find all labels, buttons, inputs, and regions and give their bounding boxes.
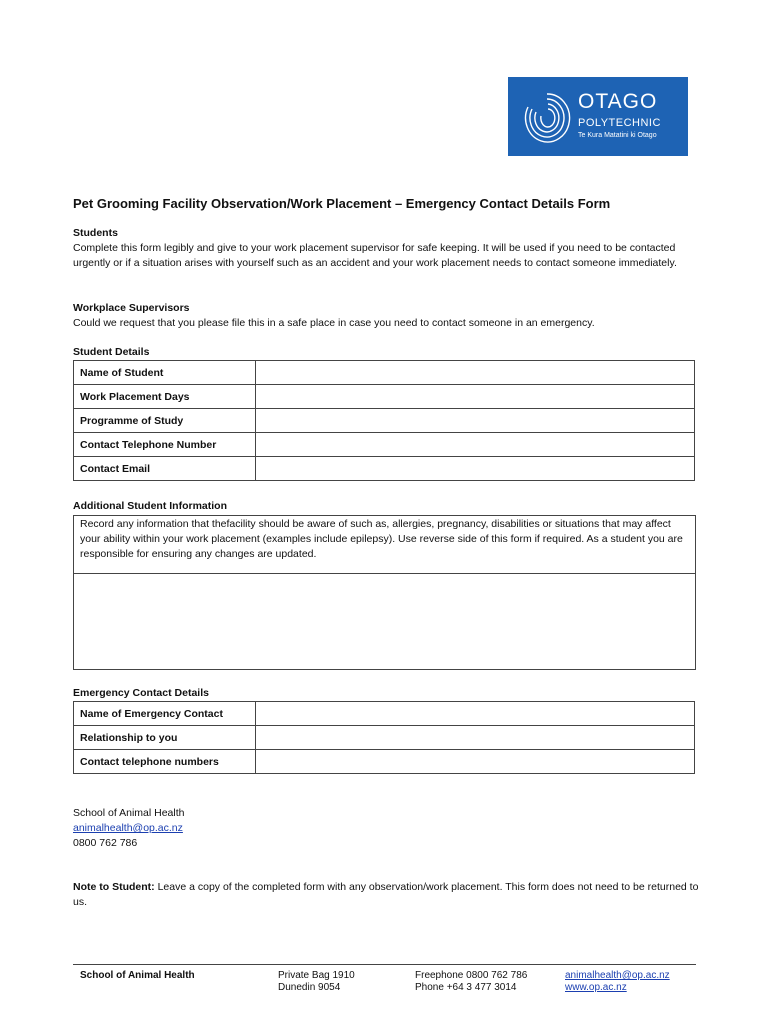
school-name: School of Animal Health: [73, 807, 185, 819]
footer-address-line-1: Private Bag 1910: [278, 970, 355, 981]
logo-line-1: OTAGO: [578, 90, 658, 113]
relationship-label: Relationship to you: [74, 726, 256, 750]
contact-telephone-field[interactable]: [256, 433, 695, 457]
footer-freephone: Freephone 0800 762 786: [415, 970, 528, 981]
table-row: [74, 750, 695, 774]
emergency-contact-table: [73, 701, 695, 774]
additional-info-field[interactable]: [74, 574, 695, 669]
relationship-field[interactable]: [256, 726, 695, 750]
student-details-table: [73, 360, 695, 481]
table-row: [74, 702, 695, 726]
footer-school: School of Animal Health: [80, 970, 195, 981]
contact-email-field[interactable]: [256, 457, 695, 481]
footer-web-link[interactable]: www.op.ac.nz: [565, 982, 627, 993]
logo-line-3: Te Kura Matatini ki Otago: [578, 132, 657, 139]
table-row: [74, 726, 695, 750]
table-row: [74, 409, 695, 433]
supervisors-text: Could we request that you please file this in a safe place in case you need to contact someone in an emergency.: [73, 317, 595, 329]
programme-of-study-label: Programme of Study: [74, 409, 256, 433]
footer-address-line-2: Dunedin 9054: [278, 982, 341, 993]
supervisors-heading: Workplace Supervisors: [73, 302, 190, 314]
contact-email-label: Contact Email: [74, 457, 256, 481]
table-row: [74, 433, 695, 457]
name-of-student-label: Name of Student: [74, 361, 256, 385]
work-placement-days-label: Work Placement Days: [74, 385, 256, 409]
name-of-student-field[interactable]: [256, 361, 695, 385]
student-details-heading: Student Details: [73, 346, 150, 358]
table-row: [74, 457, 695, 481]
additional-info-box: [73, 515, 696, 670]
programme-of-study-field[interactable]: [256, 409, 695, 433]
emergency-contact-name-label: Name of Emergency Contact: [74, 702, 256, 726]
spiral-logo-icon: [522, 89, 572, 144]
footer-address: [278, 970, 355, 994]
footer-phones: [415, 970, 527, 994]
school-contact-block: [73, 806, 184, 851]
form-title: Pet Grooming Facility Observation/Work Placement – Emergency Contact Details Form: [73, 196, 611, 211]
emergency-contact-heading: Emergency Contact Details: [73, 687, 209, 699]
work-placement-days-field[interactable]: [256, 385, 695, 409]
emergency-contact-name-field[interactable]: [256, 702, 695, 726]
footer-phone: Phone +64 3 477 3014: [415, 982, 517, 993]
footer-email-link[interactable]: animalhealth@op.ac.nz: [565, 970, 670, 981]
contact-telephone-label: Contact Telephone Number: [74, 433, 256, 457]
otago-polytechnic-logo: [508, 77, 688, 156]
school-email-link[interactable]: animalhealth@op.ac.nz: [73, 822, 183, 834]
table-row: [74, 361, 695, 385]
additional-info-instructions: Record any information that thefacility should be aware of such as, allergies, pregnancy, disabilities or situations that may affect your ability within your work placement (examples include epilepsy). Use reverse side of this form if required. As a student you are responsible for ensuring any changes are updated.: [74, 516, 695, 574]
note-text: Leave a copy of the completed form with any observation/work placement. This form does not need to be returned to us.: [73, 881, 699, 908]
additional-info-heading: Additional Student Information: [73, 500, 227, 512]
school-phone: 0800 762 786: [73, 837, 138, 849]
note-label: Note to Student:: [73, 881, 155, 893]
contact-numbers-field[interactable]: [256, 750, 695, 774]
logo-line-2: POLYTECHNIC: [578, 117, 661, 129]
note-to-student: [73, 880, 703, 910]
students-heading: Students: [73, 227, 118, 239]
footer-links: [565, 970, 670, 994]
students-text: Complete this form legibly and give to your work placement supervisor for safe keeping. It will be used if you need to be contacted urgently or if a situation arises with yourself such as an accident and your work placement needs to contact someone immediately.: [73, 242, 677, 269]
contact-numbers-label: Contact telephone numbers: [74, 750, 256, 774]
table-row: [74, 385, 695, 409]
footer-divider: [73, 964, 696, 965]
